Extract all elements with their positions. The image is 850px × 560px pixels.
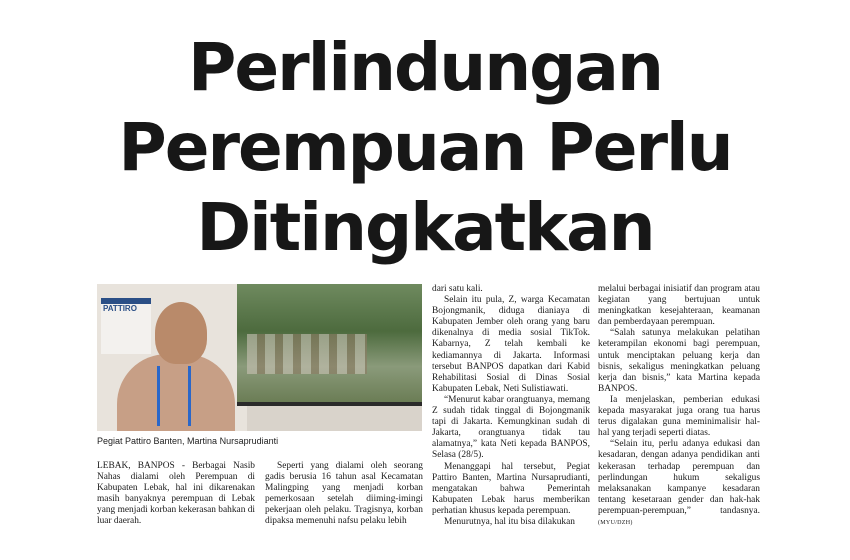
photo-lanyard bbox=[157, 366, 191, 426]
paragraph: Menanggapi hal tersebut, Pegiat Pattiro Banten, Martina Nursaprudianti, mengatakan bahwa Pemerintah Kabupaten Lebak harus memberikan perhatian khusus kepada perempuan. bbox=[432, 461, 590, 516]
photo-person-head bbox=[155, 302, 207, 364]
headline-line-1: Perlindungan bbox=[188, 29, 662, 106]
paragraph: Seperti yang dialami oleh seorang gadis berusia 16 tahun asal Kecamatan Malingping yang menjadi korban pemerkosaan setelah diiming-imingi pekerjaan oleh pelaku. Tragisnya, korban dipaksa memenuhi nafsu pelaku lebih bbox=[265, 461, 423, 527]
photo-screen-village bbox=[247, 334, 367, 374]
byline: (MYU/DZH) bbox=[598, 519, 633, 526]
paragraph-text: “Selain itu, perlu adanya edukasi dan kesadaran, dengan adanya pendidikan anti kekerasan terhadap perempuan dan perlindungan hukum sekaligus melaksanakan kampanye kesadaran tentang kesetaraan gender dan hak-hak perempuan-perempuan,” tandasnya. bbox=[598, 439, 760, 516]
paragraph: “Salah satunya melakukan pelatihan keterampilan ekonomi bagi perempuan, untuk menciptakan peluang kerja dan bisnis, sekaligus meningkatkan peluang kerja dan bisnis,” kata Martina kepada BANPOS. bbox=[598, 328, 760, 394]
headline-line-3: Ditingkatkan bbox=[196, 189, 654, 266]
photo-banner-logo: PATTIRO bbox=[103, 304, 137, 313]
paragraph: “Menurut kabar orangtuanya, memang Z sudah tidak tinggal di Bojongmanik tapi di Jakarta. Kemungkinan sudah di Jakarta, orangtuanya tidak tau alamatnya,” kata Neti kepada BANPOS, Selasa (28/5). bbox=[432, 394, 590, 461]
headline-line-2: Perempuan Perlu bbox=[118, 109, 732, 186]
paragraph: dari satu kali. bbox=[432, 284, 483, 294]
article-column-4 bbox=[598, 284, 760, 529]
paragraph: Menurutnya, hal itu bisa dilakukan bbox=[444, 516, 575, 527]
paragraph: melalui berbagai inisiatif dan program atau kegiatan yang bertujuan untuk meningkatkan kesejahteraan, keamanan dan pemberdayaan perempuan. bbox=[598, 284, 760, 328]
article-photo bbox=[97, 284, 422, 431]
paragraph: Ia menjelaskan, pemberian edukasi kepada masyarakat juga orang tua harus terus digalakan guna meminimalisir hal-hal yang terjadi seperti diatas. bbox=[598, 394, 760, 439]
paragraph: LEBAK, BANPOS - Berbagai Nasib Nahas dialami oleh Perempuan di Kabupaten Lebak, hal ini dikarenakan masih banyaknya perempuan di Lebak yang menjadi korban kekerasan bahkan di luar daerah. bbox=[97, 461, 256, 527]
paragraph: Selain itu pula, Z, warga Kecamatan Bojongmanik, diduga dianiaya di Kabupaten Jember oleh orang yang baru dikenalnya di media sosial TikTok. Kabarnya, Z telah kembali ke kediamannya di Jakarta. Informasi tersebut BANPOS dapatkan dari Kabid Rehabilitasi Sosial di Dinas Sosial Kabupaten Lebak, Neti Sulistiawati. bbox=[432, 295, 590, 394]
article-column-3 bbox=[432, 284, 590, 528]
headline bbox=[0, 28, 850, 268]
article-column-1 bbox=[97, 461, 255, 528]
paragraph bbox=[598, 439, 760, 529]
article-column-2 bbox=[265, 461, 423, 528]
photo-caption: Pegiat Pattiro Banten, Martina Nursaprudianti bbox=[97, 436, 279, 446]
